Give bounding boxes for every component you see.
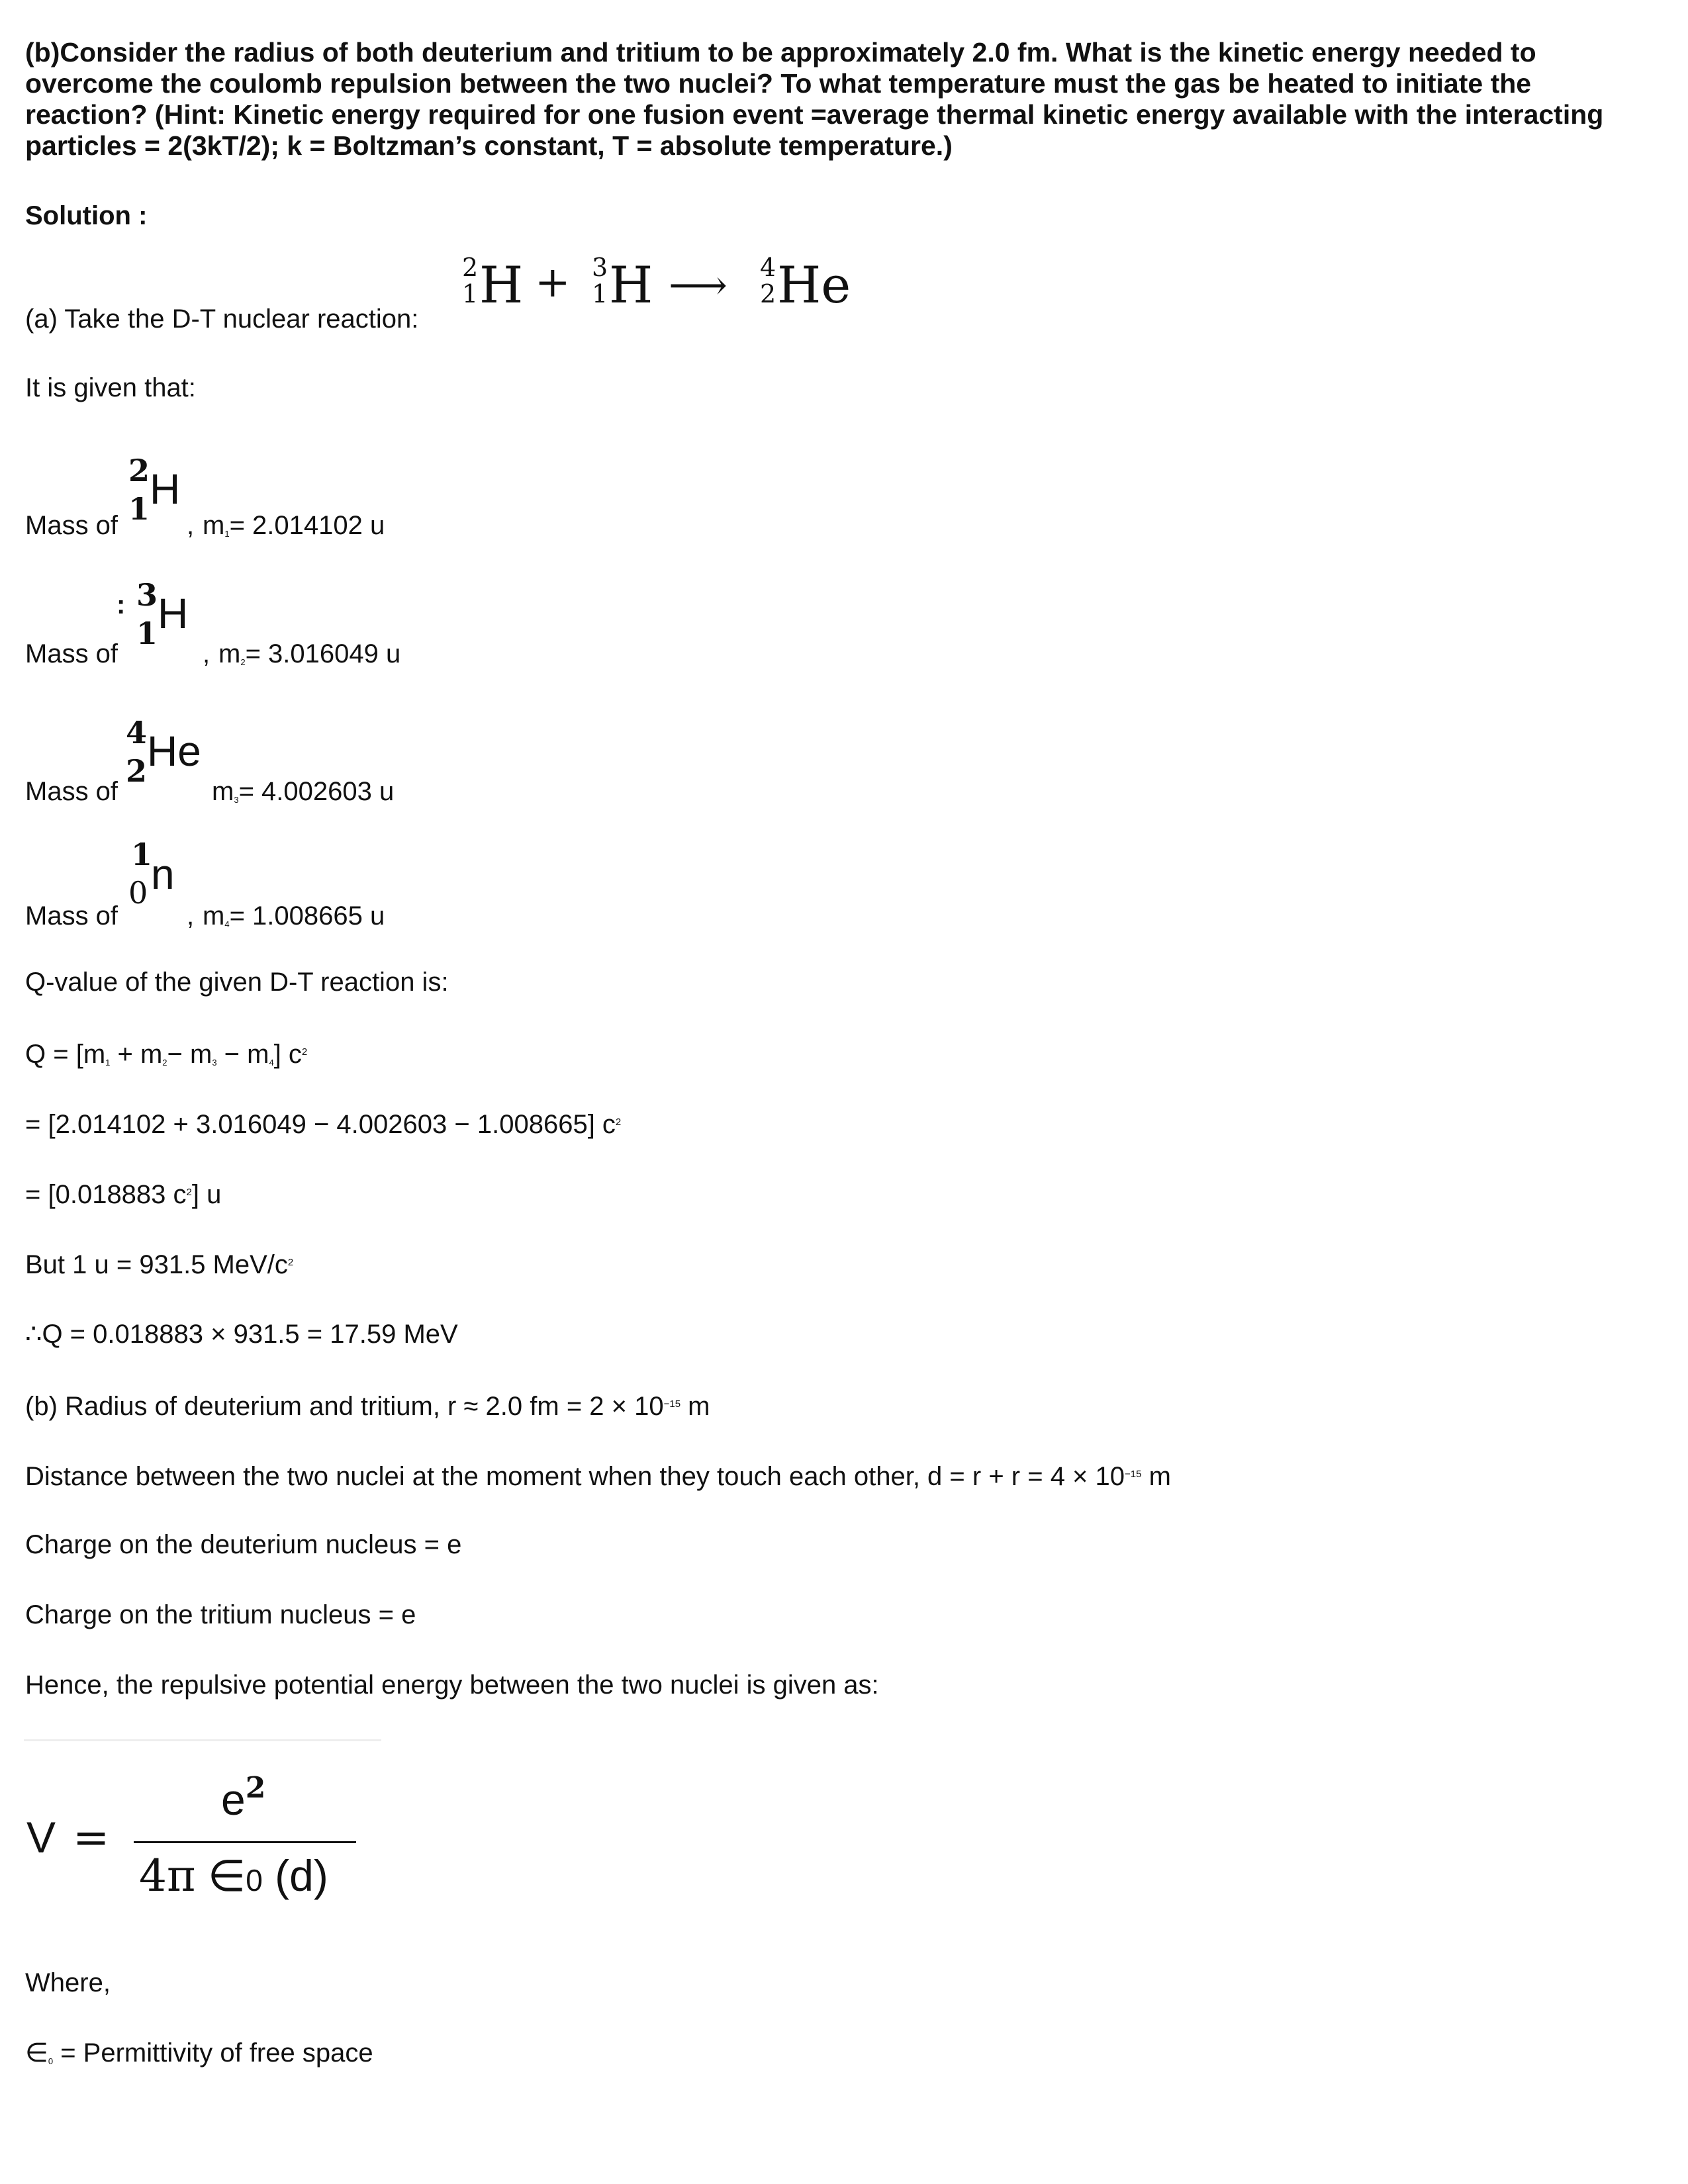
element-symbol: H bbox=[150, 465, 181, 513]
separator: , bbox=[187, 511, 195, 540]
mass-value: $m_3= 4.002603$ u bbox=[212, 777, 395, 806]
mass-of-label: Mass of bbox=[25, 511, 118, 540]
mass-row-helium bbox=[0, 712, 530, 805]
atomic-number: 2 bbox=[126, 753, 148, 789]
element-symbol: n bbox=[151, 850, 175, 898]
plus-sign: + bbox=[535, 258, 571, 307]
q-result: ∴Q = 0.018883 × 931.5 = 17.59 MeV bbox=[25, 1320, 458, 1349]
mass-of-label: Mass of bbox=[25, 901, 118, 931]
separator: , bbox=[203, 639, 211, 668]
unit-conversion: But 1 u = 931.5 MeV/$c^2$ bbox=[25, 1250, 294, 1279]
h3-mass-number: 3 bbox=[592, 253, 608, 282]
solution-label: Solution : bbox=[25, 201, 148, 230]
h2-atomic-number: 1 bbox=[462, 279, 479, 308]
element-symbol: H bbox=[158, 590, 189, 637]
given-label: It is given that: bbox=[25, 373, 196, 402]
h3-symbol: H bbox=[609, 255, 653, 314]
mass-row-deuterium bbox=[0, 450, 530, 543]
question-text: (b)Consider the radius of both deuterium and tritium to be approximately 2.0 fm. What is the kinetic energy needed to overcome the coulomb repulsion between the two nuclei? To what temperature must the gas be heated to initiate the reaction? (Hint: Kinetic energy required for one fusion event =average thermal kinetic energy available with the interacting particles = 2(3kT/2); k = Boltzman’s constant, T = absolute temperature.) bbox=[25, 37, 1604, 161]
mass-value: $m_2= 3.016049$ u bbox=[218, 639, 401, 668]
formula-equals: = bbox=[73, 1812, 110, 1863]
h3-atomic-number: 1 bbox=[592, 279, 608, 308]
mass-number: 1 bbox=[131, 837, 153, 872]
reaction-arrow: ⟶ bbox=[669, 261, 727, 309]
qvalue-label: Q-value of the given D-T reaction is: bbox=[25, 968, 449, 997]
separator: , bbox=[187, 901, 195, 931]
he-atomic-number: 2 bbox=[760, 279, 776, 308]
mass-value: $m_4= 1.008665$ u bbox=[203, 901, 385, 931]
q-formula: $Q = [m_1 + m_2- m_3 - m_4]$ $c^2$ bbox=[25, 1040, 308, 1069]
colon-mark: : bbox=[117, 590, 126, 619]
formula-numerator: $e^2$ bbox=[221, 1771, 266, 1824]
h2-mass-number: 2 bbox=[462, 253, 479, 282]
mass-number: 4 bbox=[126, 715, 148, 751]
mass-of-label: Mass of bbox=[25, 639, 118, 668]
formula-top-border bbox=[24, 1739, 381, 1741]
formula-lhs: V bbox=[26, 1813, 56, 1862]
atomic-number: 1 bbox=[136, 615, 158, 651]
potential-intro: Hence, the repulsive potential energy between the two nuclei is given as: bbox=[25, 1670, 879, 1700]
permittivity-definition: $\in_0$ = Permittivity of free space bbox=[25, 2038, 373, 2068]
q-substitution: = [2.014102 + 3.016049 − 4.002603 − 1.008665] $c^2$ bbox=[25, 1110, 622, 1139]
mass-row-neutron bbox=[0, 837, 530, 929]
h2-symbol: H bbox=[479, 255, 524, 314]
he-symbol: He bbox=[777, 255, 851, 314]
he-mass-number: 4 bbox=[760, 253, 776, 282]
fraction-bar bbox=[134, 1841, 356, 1843]
mass-row-tritium bbox=[0, 578, 530, 671]
charge-deuterium: Charge on the deuterium nucleus = e bbox=[25, 1530, 462, 1559]
formula-denominator: 4π ∈0 (d) bbox=[139, 1850, 328, 1901]
radius-line: (b) Radius of deuterium and tritium, r ≈ 2.0 fm = $2 \times 10^{-15}$ m bbox=[25, 1392, 710, 1421]
atomic-number: 1 bbox=[128, 491, 150, 527]
reaction-equation bbox=[450, 250, 874, 323]
atomic-number: 0 bbox=[128, 875, 148, 911]
q-intermediate: = [0.018883 $c^2$] u bbox=[25, 1180, 222, 1209]
part-a-text: (a) Take the D-T nuclear reaction: bbox=[25, 304, 419, 334]
mass-number: 3 bbox=[136, 577, 158, 613]
element-symbol: He bbox=[147, 727, 201, 775]
distance-line: Distance between the two nuclei at the moment when they touch each other, $d = r + r = 4 \times 10^{-15}$ m bbox=[25, 1462, 1171, 1491]
where-label: Where, bbox=[25, 1968, 111, 1997]
mass-of-label: Mass of bbox=[25, 777, 118, 806]
mass-value: $m_1= 2.014102$ u bbox=[203, 511, 385, 540]
charge-tritium: Charge on the tritium nucleus = e bbox=[25, 1600, 416, 1629]
mass-number: 2 bbox=[128, 453, 150, 488]
